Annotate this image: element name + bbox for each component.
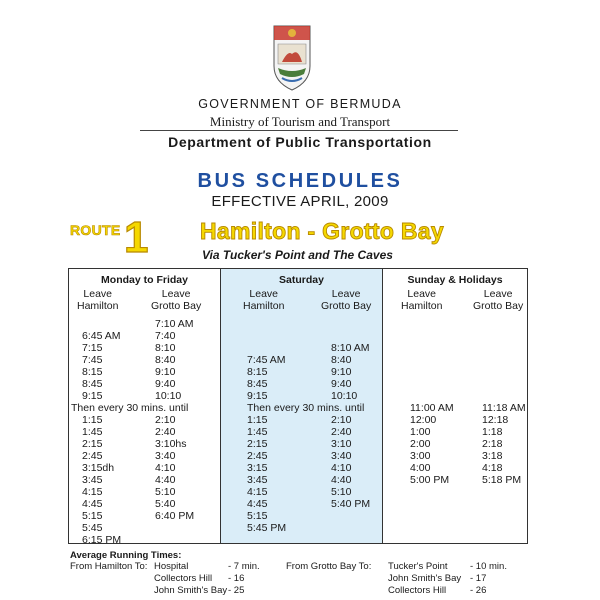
monday-friday-leave-hamilton-header (77, 288, 118, 312)
schedule-row (221, 366, 382, 378)
leave-hamilton-time: 12:00 (410, 414, 437, 426)
leave-grotto-bay-time: 9:40 (331, 378, 352, 390)
leave-grotto-bay-time: 2:40 (155, 426, 176, 438)
schedule-row (69, 522, 220, 534)
schedule-row (221, 390, 382, 402)
schedule-row (221, 402, 382, 414)
grotto-destination: Tucker's Point (388, 561, 448, 572)
running-times-body (70, 561, 550, 597)
leave-hamilton-time: 3:45 (247, 474, 268, 486)
leave-hamilton-time: 6:45 AM (82, 330, 121, 342)
schedule-row (383, 450, 527, 462)
route-number: 1 (124, 213, 149, 262)
leave-grotto-bay-time: 2:40 (331, 426, 352, 438)
leave-hamilton-time: 11:00 AM (410, 402, 454, 414)
leave-grotto-bay-time: 3:18 (482, 450, 503, 462)
schedule-row (383, 438, 527, 450)
leave-grotto-bay-time: 2:18 (482, 438, 503, 450)
monday-friday-times (69, 318, 220, 546)
leave-grotto-bay-time: 3:40 (331, 450, 352, 462)
leave-hamilton-time: 9:15 (247, 390, 268, 402)
schedule-row (383, 330, 527, 342)
schedule-row (69, 354, 220, 366)
header-line: Hamilton (243, 300, 285, 312)
schedule-row (69, 498, 220, 510)
leave-grotto-bay-time: 12:18 (482, 414, 509, 426)
leave-hamilton-time: 1:15 (82, 414, 103, 426)
frequency-note: Then every 30 mins. until (71, 402, 189, 414)
leave-hamilton-time: 8:45 (247, 378, 268, 390)
sunday-holidays-heading: Sunday & Holidays (407, 274, 503, 286)
leave-grotto-bay-time: 9:10 (155, 366, 176, 378)
leave-grotto-bay-time: 4:40 (331, 474, 352, 486)
running-times-title: Average Running Times: (70, 550, 182, 561)
leave-grotto-bay-time: 11:18 AM (482, 402, 526, 414)
grotto-destination: Collectors Hill (388, 585, 447, 596)
leave-hamilton-time: 3:15dh (82, 462, 115, 474)
schedule-row (383, 378, 527, 390)
header-line: Hamilton (401, 300, 443, 312)
leave-hamilton-time: 5:45 (82, 522, 103, 534)
header-line: Grotto Bay (473, 300, 524, 312)
header-line: Grotto Bay (151, 300, 202, 312)
schedule-row (383, 390, 527, 402)
leave-hamilton-time: 1:45 (82, 426, 103, 438)
leave-hamilton-time: 1:00 (410, 426, 431, 438)
schedule-row (69, 330, 220, 342)
monday-friday-heading: Monday to Friday (101, 274, 188, 286)
sunday-leave-hamilton-header (401, 288, 442, 312)
from-hamilton-label: From Hamilton To: (70, 561, 148, 572)
leave-hamilton-time: 8:15 (247, 366, 268, 378)
leave-hamilton-time: 2:15 (247, 438, 268, 450)
schedule-row (221, 354, 382, 366)
grotto-duration: - 17 (470, 573, 487, 584)
leave-hamilton-time: 5:00 PM (410, 474, 450, 486)
route-label: ROUTE (70, 222, 121, 238)
schedule-row (69, 414, 220, 426)
saturday-leave-grotto-header (321, 288, 371, 312)
schedule-row (69, 510, 220, 522)
schedule-row (383, 354, 527, 366)
schedule-row (221, 486, 382, 498)
schedule-row (221, 498, 382, 510)
schedule-row (221, 522, 382, 534)
leave-hamilton-time: 4:15 (82, 486, 103, 498)
monday-friday-leave-grotto-header (151, 288, 201, 312)
schedule-table (68, 268, 528, 544)
department-name: Department of Public Transportation (168, 134, 432, 150)
schedule-row (221, 450, 382, 462)
bermuda-coat-of-arms-icon (268, 22, 316, 94)
leave-grotto-bay-time: 5:40 PM (331, 498, 371, 510)
route-name: Hamilton - Grotto Bay (200, 218, 444, 244)
monday-friday-column (69, 269, 220, 546)
running-times-row (70, 561, 550, 573)
running-times-row (70, 573, 550, 585)
leave-grotto-bay-time: 7:40 (155, 330, 176, 342)
schedule-row (69, 390, 220, 402)
leave-hamilton-time: 4:45 (82, 498, 103, 510)
schedule-row (221, 318, 382, 330)
hamilton-destination: Collectors Hill (154, 573, 213, 584)
schedule-row (69, 534, 220, 546)
leave-hamilton-time: 2:45 (82, 450, 103, 462)
schedule-row (69, 474, 220, 486)
leave-hamilton-time: 2:45 (247, 450, 268, 462)
schedule-row (221, 426, 382, 438)
leave-grotto-bay-time: 2:10 (331, 414, 352, 426)
leave-hamilton-time: 3:15 (247, 462, 268, 474)
header-divider (140, 130, 458, 131)
leave-grotto-bay-time: 4:18 (482, 462, 503, 474)
leave-grotto-bay-time: 9:10 (331, 366, 352, 378)
hamilton-destination: Hospital (154, 561, 189, 572)
leave-hamilton-time: 4:45 (247, 498, 268, 510)
schedule-row (69, 342, 220, 354)
leave-hamilton-time: 8:15 (82, 366, 103, 378)
schedule-row (221, 474, 382, 486)
leave-grotto-bay-time: 4:10 (331, 462, 352, 474)
saturday-times (221, 318, 382, 534)
saturday-column (220, 269, 383, 543)
leave-grotto-bay-time: 10:10 (155, 390, 182, 402)
schedule-row (221, 438, 382, 450)
leave-grotto-bay-time: 4:40 (155, 474, 176, 486)
leave-grotto-bay-time: 10:10 (331, 390, 358, 402)
leave-grotto-bay-time: 8:40 (155, 354, 176, 366)
schedule-row (69, 402, 220, 414)
schedule-row (383, 426, 527, 438)
schedule-row (383, 462, 527, 474)
leave-grotto-bay-time: 7:10 AM (155, 318, 194, 330)
leave-hamilton-time: 3:45 (82, 474, 103, 486)
leave-hamilton-time: 7:45 (82, 354, 103, 366)
schedule-row (69, 426, 220, 438)
header-line: Leave (331, 288, 361, 300)
effective-date: EFFECTIVE APRIL, 2009 (211, 193, 389, 210)
frequency-note: Then every 30 mins. until (247, 402, 365, 414)
leave-grotto-bay-time: 1:18 (482, 426, 503, 438)
grotto-duration: - 10 min. (470, 561, 507, 572)
average-running-times (70, 550, 550, 597)
government-name: GOVERNMENT OF BERMUDA (198, 97, 402, 111)
sunday-holidays-times (383, 318, 527, 486)
schedule-row (221, 342, 382, 354)
schedule-row (69, 378, 220, 390)
leave-hamilton-time: 2:00 (410, 438, 431, 450)
leave-grotto-bay-time: 5:40 (155, 498, 176, 510)
page-title: BUS SCHEDULES (197, 170, 403, 192)
ministry-name: Ministry of Tourism and Transport (209, 114, 391, 129)
grotto-destination: John Smith's Bay (388, 573, 462, 584)
sunday-holidays-column (383, 269, 527, 543)
leave-grotto-bay-time: 8:10 AM (331, 342, 370, 354)
schedule-row (69, 450, 220, 462)
grotto-duration: - 26 (470, 585, 487, 596)
leave-hamilton-time: 7:15 (82, 342, 103, 354)
schedule-row (383, 402, 527, 414)
header-line: Grotto Bay (321, 300, 372, 312)
leave-hamilton-time: 4:00 (410, 462, 431, 474)
schedule-row (69, 366, 220, 378)
header-line: Leave (249, 288, 279, 300)
sunday-leave-grotto-header (473, 288, 523, 312)
schedule-row (221, 510, 382, 522)
leave-hamilton-time: 5:45 PM (247, 522, 287, 534)
header-line: Leave (483, 288, 513, 300)
schedule-row (221, 462, 382, 474)
schedule-row (383, 342, 527, 354)
saturday-leave-hamilton-header (243, 288, 284, 312)
leave-hamilton-time: 5:15 (82, 510, 103, 522)
hamilton-duration: - 25 (228, 585, 245, 596)
hamilton-duration: - 7 min. (228, 561, 260, 572)
leave-grotto-bay-time: 9:40 (155, 378, 176, 390)
header-line: Leave (161, 288, 191, 300)
hamilton-duration: - 16 (228, 573, 245, 584)
schedule-row (69, 486, 220, 498)
leave-grotto-bay-time: 6:40 PM (155, 510, 195, 522)
leave-hamilton-time: 5:15 (247, 510, 268, 522)
header-line: Hamilton (77, 300, 119, 312)
leave-hamilton-time: 4:15 (247, 486, 268, 498)
schedule-row (383, 366, 527, 378)
schedule-row (383, 414, 527, 426)
leave-hamilton-time: 9:15 (82, 390, 103, 402)
leave-hamilton-time: 6:15 PM (82, 534, 122, 546)
header-line: Leave (83, 288, 113, 300)
leave-grotto-bay-time: 3:10 (331, 438, 352, 450)
leave-hamilton-time: 1:45 (247, 426, 268, 438)
leave-grotto-bay-time: 5:10 (155, 486, 176, 498)
schedule-row (383, 474, 527, 486)
leave-hamilton-time: 1:15 (247, 414, 268, 426)
schedule-row (221, 414, 382, 426)
leave-grotto-bay-time: 3:10hs (155, 438, 187, 450)
leave-grotto-bay-time: 8:10 (155, 342, 176, 354)
leave-hamilton-time: 7:45 AM (247, 354, 286, 366)
leave-grotto-bay-time: 5:18 PM (482, 474, 522, 486)
leave-grotto-bay-time: 4:10 (155, 462, 176, 474)
schedule-row (69, 318, 220, 330)
schedule-row (383, 318, 527, 330)
route-via: Via Tucker's Point and The Caves (202, 248, 393, 262)
leave-grotto-bay-time: 5:10 (331, 486, 352, 498)
running-times-row (70, 585, 550, 597)
hamilton-destination: John Smith's Bay (154, 585, 228, 596)
leave-grotto-bay-time: 2:10 (155, 414, 176, 426)
leave-hamilton-time: 3:00 (410, 450, 431, 462)
leave-grotto-bay-time: 3:40 (155, 450, 176, 462)
from-grotto-label: From Grotto Bay To: (286, 561, 372, 572)
header-line: Leave (407, 288, 437, 300)
schedule-row (69, 438, 220, 450)
leave-hamilton-time: 8:45 (82, 378, 103, 390)
saturday-heading: Saturday (279, 274, 324, 286)
leave-grotto-bay-time: 8:40 (331, 354, 352, 366)
schedule-row (221, 378, 382, 390)
schedule-row (221, 330, 382, 342)
schedule-row (69, 462, 220, 474)
leave-hamilton-time: 2:15 (82, 438, 103, 450)
